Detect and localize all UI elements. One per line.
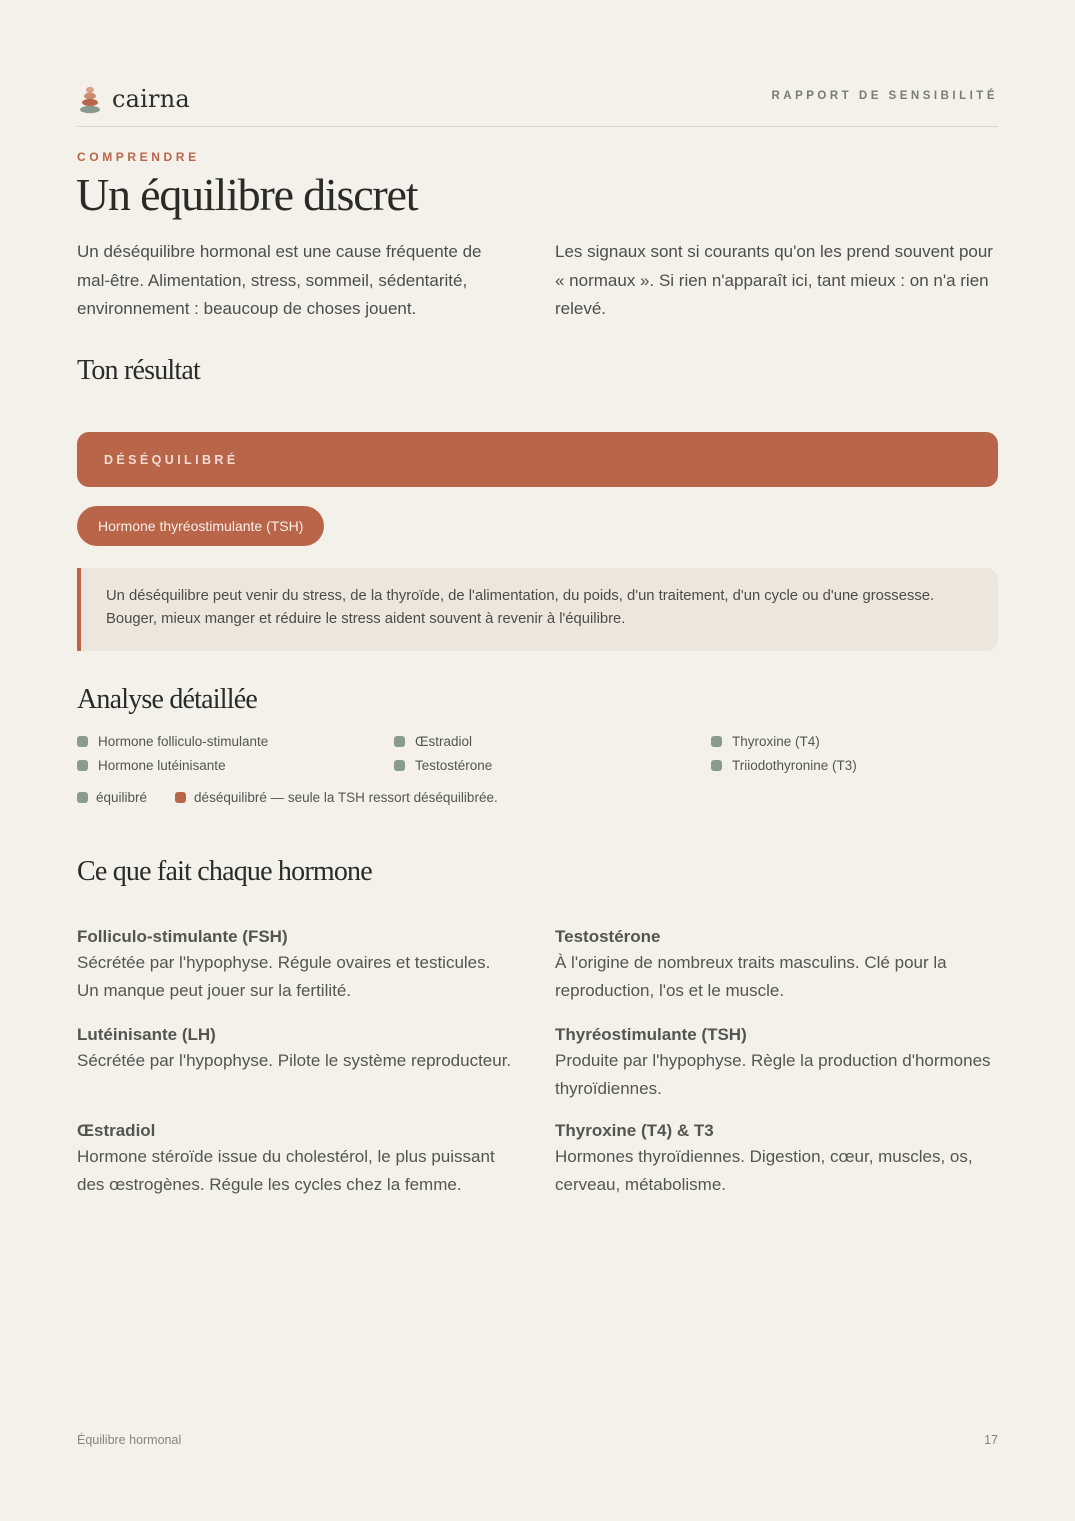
balanced-key-label: équilibré	[96, 789, 148, 805]
unbalanced-key-label: déséquilibré — seule la TSH ressort déséquilibrée.	[194, 789, 498, 805]
hormone-description	[77, 925, 515, 1004]
list-item	[77, 731, 268, 751]
hormone-label: Œstradiol	[415, 733, 473, 749]
result-heading: Ton résultat	[77, 355, 200, 386]
hormone-description	[555, 925, 993, 1004]
page-number: 17	[984, 1433, 998, 1447]
result-status-bar	[77, 432, 998, 487]
stacked-stones-icon	[77, 84, 103, 114]
hormone-description	[555, 1023, 993, 1102]
advice-text: Un déséquilibre peut venir du stress, de la thyroïde, de l'alimentation, du poids, d'un traitement, d'un cycle ou d'une grossesse. Bouger, mieux manger et réduire le stress aident souvent à revenir à l'équilibre.	[106, 588, 935, 627]
hormone-body: Hormone stéroïde issue du cholestérol, le plus puissant des œstrogènes. Régule les cycles chez la femme.	[77, 1147, 495, 1194]
hormone-label: Hormone lutéinisante	[98, 757, 226, 773]
hormone-description	[77, 1119, 515, 1198]
list-item	[77, 755, 226, 775]
hormone-title: Thyroxine (T4) & T3	[555, 1121, 714, 1140]
balanced-status-dot	[394, 760, 405, 771]
hormone-body: Produite par l'hypophyse. Règle la production d'hormones thyroïdiennes.	[555, 1051, 991, 1098]
balanced-key-dot	[77, 792, 88, 803]
status-key	[77, 787, 498, 807]
brand-name: cairna	[112, 85, 190, 113]
intro-paragraph-left: Un déséquilibre hormonal est une cause fréquente de mal-être. Alimentation, stress, sommeil, sédentarité, environnement : beaucoup de choses jouent.	[77, 242, 482, 318]
list-item	[711, 731, 820, 751]
document-type: RAPPORT DE SENSIBILITÉ	[771, 90, 998, 102]
hormone-title: Œstradiol	[77, 1121, 156, 1140]
hormone-body: À l'origine de nombreux traits masculins. Clé pour la reproduction, l'os et le muscle.	[555, 953, 947, 1000]
balanced-status-dot	[77, 736, 88, 747]
section-eyebrow: COMPRENDRE	[77, 150, 200, 164]
hormone-label: Testostérone	[415, 757, 493, 773]
footer-section-name: Équilibre hormonal	[77, 1433, 182, 1447]
hormone-description	[555, 1119, 993, 1198]
flagged-hormone-badge: Hormone thyréostimulante (TSH)	[77, 506, 324, 546]
hormone-title: Folliculo-stimulante (FSH)	[77, 927, 288, 946]
intro-paragraph-right: Les signaux sont si courants qu'on les prend souvent pour « normaux ». Si rien n'apparaît ici, tant mieux : on n'a rien relevé.	[555, 242, 993, 318]
hormone-title: Testostérone	[555, 927, 661, 946]
report-page	[77, 0, 998, 1521]
hormone-label: Thyroxine (T4)	[732, 733, 820, 749]
balanced-status-dot	[711, 760, 722, 771]
result-status-label: DÉSÉQUILIBRÉ	[104, 453, 239, 467]
hormones-heading: Ce que fait chaque hormone	[77, 856, 372, 887]
page-header	[77, 84, 998, 127]
list-item	[711, 755, 857, 775]
intro-columns	[77, 238, 998, 324]
hormone-body: Sécrétée par l'hypophyse. Pilote le système reproducteur.	[77, 1051, 512, 1070]
hormone-description	[77, 1023, 515, 1075]
list-item	[394, 755, 492, 775]
balanced-status-dot	[77, 760, 88, 771]
balanced-status-dot	[394, 736, 405, 747]
advice-callout	[77, 568, 998, 651]
hormone-title: Thyréostimulante (TSH)	[555, 1025, 747, 1044]
unbalanced-key-dot	[175, 792, 186, 803]
hormone-title: Lutéinisante (LH)	[77, 1025, 216, 1044]
hormone-body: Hormones thyroïdiennes. Digestion, cœur, muscles, os, cerveau, métabolisme.	[555, 1147, 973, 1194]
balanced-status-dot	[711, 736, 722, 747]
hormone-body: Sécrétée par l'hypophyse. Régule ovaires et testicules. Un manque peut jouer sur la fertilité.	[77, 953, 491, 1000]
analysis-heading: Analyse détaillée	[77, 684, 257, 715]
brand	[77, 84, 190, 114]
page-title: Un équilibre discret	[76, 169, 418, 220]
hormone-label: Triiodothyronine (T3)	[732, 757, 857, 773]
list-item	[394, 731, 472, 751]
hormone-label: Hormone folliculo-stimulante	[98, 733, 269, 749]
